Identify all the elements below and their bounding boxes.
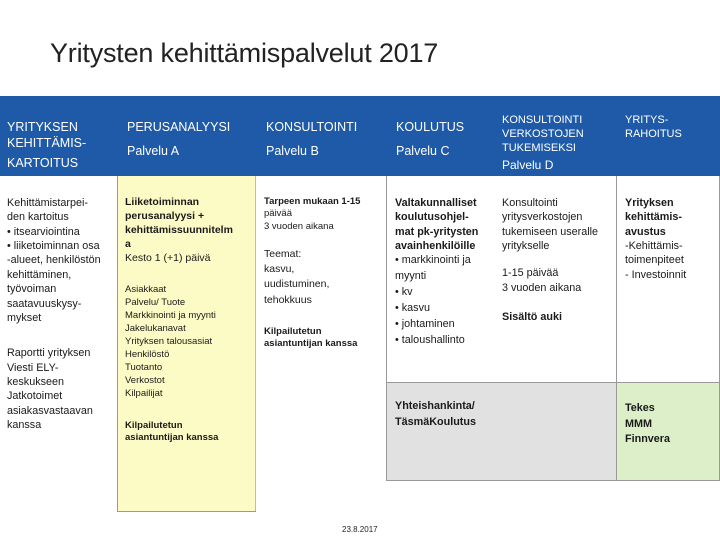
list-item: keskukseen xyxy=(7,375,65,388)
duration-text: Kesto 1 (+1) päivä xyxy=(125,251,211,264)
list-item: Markkinointi ja myynti xyxy=(125,309,216,321)
list-item: Raportti yrityksen xyxy=(7,347,91,360)
col5-title: tukemiseen useralle xyxy=(502,225,599,238)
list-item: myynti xyxy=(395,270,427,283)
list-item: - Investoinnit xyxy=(625,268,687,281)
row-divider xyxy=(117,511,256,512)
yhteishankinta-cell xyxy=(386,382,616,480)
list-item: työvoiman xyxy=(7,283,57,296)
col6-footer: Finnvera xyxy=(625,433,671,446)
list-item: Tuotanto xyxy=(125,361,163,373)
header-text: PERUSANALYYSI xyxy=(127,120,231,134)
row-divider xyxy=(386,480,720,481)
list-item: • johtaminen xyxy=(395,318,455,331)
list-item: • kv xyxy=(395,286,413,299)
header-cell-verkostot xyxy=(502,96,617,176)
row-divider xyxy=(386,382,720,383)
col6-title: avustus xyxy=(625,225,666,238)
header-cell-kartoitus xyxy=(7,96,115,176)
list-item: Palvelu/ Tuote xyxy=(125,296,186,308)
perusanalyysi-column xyxy=(125,196,255,445)
col3-title: päivää xyxy=(264,208,292,220)
column-divider xyxy=(117,176,118,511)
col4-footer: TäsmäKoulutus xyxy=(395,415,476,428)
list-item: -Kehittämis- xyxy=(625,240,683,253)
list-item: Yrityksen talousasiat xyxy=(125,335,213,347)
rahoitus-column xyxy=(625,196,720,282)
list-item: -alueet, henkilöstön xyxy=(7,254,101,267)
list-item: Viesti ELY- xyxy=(7,361,59,374)
list-item: asiakasvastaavan xyxy=(7,404,93,417)
col3-footer: asiantuntijan kanssa xyxy=(264,338,358,350)
col2-title: perusanalyysi + xyxy=(125,209,205,222)
header-text: Palvelu A xyxy=(127,144,180,159)
header-text: KOULUTUS xyxy=(396,120,465,134)
list-item: • markkinointi ja xyxy=(395,254,471,267)
list-item: mykset xyxy=(7,311,42,324)
header-text: Palvelu B xyxy=(266,144,319,159)
list-item: kasvu, xyxy=(264,263,295,276)
duration-text: 1-15 päivää xyxy=(502,267,559,280)
col2-title: kehittämissuunnitelm xyxy=(125,223,233,236)
col1-title: den kartoitus xyxy=(7,211,69,224)
col3-footer: Kilpailutetun xyxy=(264,325,322,337)
kartoitus-column xyxy=(7,196,115,432)
col6-title: Yrityksen xyxy=(625,197,674,209)
col5-title: yritysverkostojen xyxy=(502,211,583,224)
period-text: 3 vuoden aikana xyxy=(264,220,334,232)
note-text: Sisältö auki xyxy=(502,311,563,324)
header-cell-rahoitus xyxy=(625,96,720,176)
col6-title: kehittämis- xyxy=(625,211,682,224)
koulutus-footer xyxy=(395,399,505,430)
column-divider xyxy=(616,176,617,480)
header-text: TUKEMISEKSI xyxy=(502,141,576,154)
list-item: Kilpailijat xyxy=(125,387,163,399)
header-text: Palvelu D xyxy=(502,158,554,173)
col4-title: mat pk-yritysten xyxy=(395,225,479,238)
header-text: KARTOITUS xyxy=(7,155,79,170)
header-cell-perusanalyysi xyxy=(127,96,262,176)
col5-title: yritykselle xyxy=(502,240,550,253)
col4-title: koulutusohjel- xyxy=(395,211,469,224)
col6-footer: MMM xyxy=(625,417,652,430)
list-item: Jakelukanavat xyxy=(125,322,186,334)
list-item: toimenpiteet xyxy=(625,254,684,267)
col2-title: a xyxy=(125,237,131,250)
col2-footer: asiantuntijan kanssa xyxy=(125,432,219,444)
header-text: YRITYS- xyxy=(625,114,669,126)
col2-footer: Kilpailutetun xyxy=(125,419,183,431)
header-cell-konsultointi xyxy=(266,96,386,176)
header-text: VERKOSTOJEN xyxy=(502,127,584,140)
list-item: kanssa xyxy=(7,419,42,432)
list-item: • liiketoiminnan osa xyxy=(7,240,100,253)
col5-title: Konsultointi xyxy=(502,197,558,209)
col4-title: avainhenkilöille xyxy=(395,240,476,253)
col6-footer: Tekes xyxy=(625,402,655,414)
list-item: Asiakkaat xyxy=(125,283,167,295)
list-item: kehittäminen, xyxy=(7,268,72,281)
konsultointi-column xyxy=(264,196,384,351)
col1-title: Kehittämistarpei- xyxy=(7,197,89,209)
rahoitus-footer xyxy=(625,401,720,448)
header-text: KONSULTOINTI xyxy=(266,120,358,134)
header-text: KONSULTOINTI xyxy=(502,114,583,126)
list-item: Verkostot xyxy=(125,374,165,386)
list-item: Jatkotoimet xyxy=(7,390,63,403)
header-text: RAHOITUS xyxy=(625,127,682,140)
column-divider xyxy=(386,176,387,480)
list-item: • taloushallinto xyxy=(395,334,465,347)
list-item: Teemat: xyxy=(264,248,302,261)
list-item: Henkilöstö xyxy=(125,348,170,360)
col4-title: Valtakunnalliset xyxy=(395,197,477,209)
page-title: Yritysten kehittämispalvelut 2017 xyxy=(50,38,439,68)
col2-title: Liiketoiminnan xyxy=(125,196,200,208)
col4-footer: Yhteishankinta/ xyxy=(395,400,475,412)
verkostot-column xyxy=(502,196,616,325)
header-cell-koulutus xyxy=(396,96,496,176)
col3-title: Tarpeen mukaan 1-15 xyxy=(264,196,361,207)
header-text: Palvelu C xyxy=(396,144,450,159)
list-item: • kasvu xyxy=(395,302,430,315)
header-text: KEHITTÄMIS- xyxy=(7,136,87,151)
koulutus-column xyxy=(395,196,505,349)
list-item: saatavuuskysy- xyxy=(7,297,82,310)
slide-date: 23.8.2017 xyxy=(342,525,378,534)
header-text: YRITYKSEN xyxy=(7,120,78,134)
list-item: uudistuminen, xyxy=(264,278,330,291)
list-item: tehokkuus xyxy=(264,293,312,306)
duration-text: 3 vuoden aikana xyxy=(502,281,582,294)
list-item: • itsearviointina xyxy=(7,225,80,238)
